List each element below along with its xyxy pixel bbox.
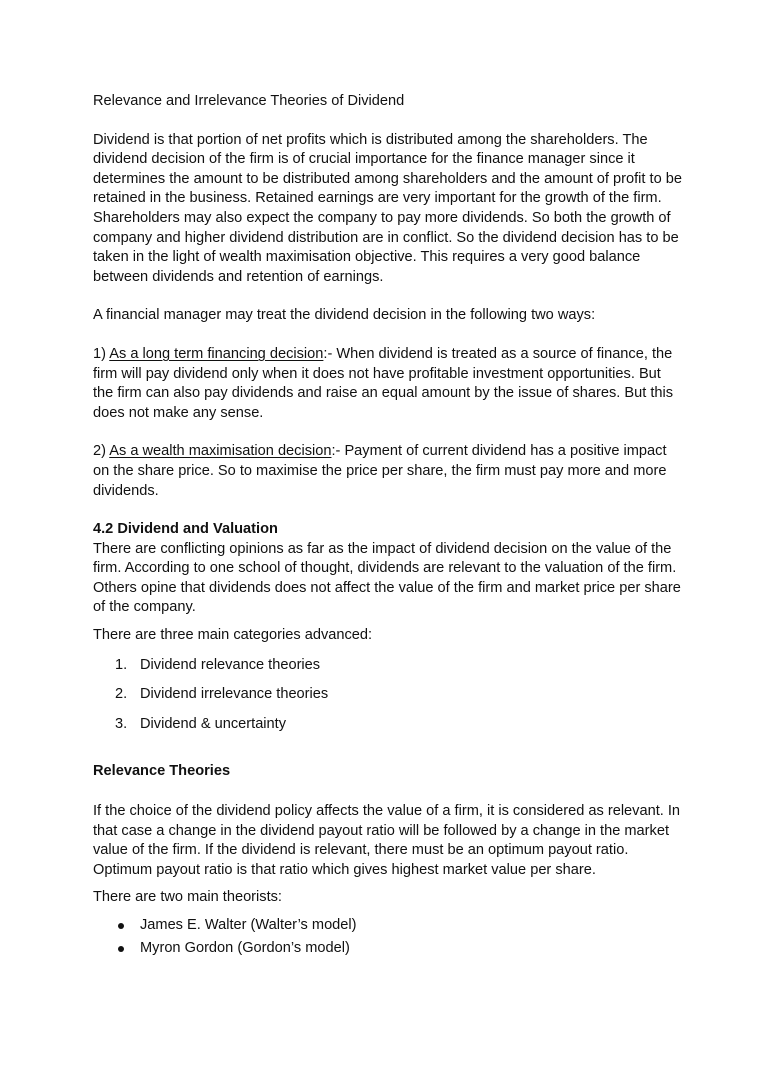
way-2-label: As a wealth maximisation decision (109, 443, 332, 460)
list-item (93, 656, 683, 676)
theorists-list (93, 916, 683, 958)
relevance-paragraph: If the choice of the dividend policy affects the value of a firm, it is considered as relevant. In that case a change in the dividend payout ratio will be followed by a change in the market value of the firm. If the dividend is relevant, there must be an optimum payout ratio. Optimum payout ratio is that ratio which gives highest market value per share. (93, 803, 681, 878)
list-item (93, 939, 683, 959)
way-2-number: 2) (93, 443, 106, 460)
intro-paragraph: Dividend is that portion of net profits which is distributed among the shareholders. The dividend decision of the firm is of crucial importance for the finance manager since it determines the amount to be distributed among shareholders and the amount of profit to be retained in the business. Retained earnings are very important for the growth of the firm. Shareholders may also expect the company to pay more dividends. So both the growth of company and higher dividend distribution are in conflict. So the dividend decision has to be taken in the light of wealth maximisation objective. This requires a very good balance between dividends and retention of earnings. (93, 131, 682, 285)
categories-list (93, 656, 683, 735)
list-item-text: Dividend irrelevance theories (140, 686, 329, 703)
bullet-icon (118, 923, 124, 929)
section-heading-relevance-theories: Relevance Theories (93, 763, 231, 780)
document-title: Relevance and Irrelevance Theories of Dividend (93, 93, 405, 109)
list-item (93, 916, 683, 936)
way-1-paragraph (93, 345, 683, 423)
way-1-label: As a long term financing decision (109, 345, 324, 362)
document-page (93, 92, 683, 958)
list-item-number: 1. (115, 656, 128, 673)
list-item-text: Dividend & uncertainty (140, 715, 287, 732)
list-item-text: Myron Gordon (Gordon’s model) (140, 939, 350, 956)
section-paragraph: There are conflicting opinions as far as the impact of dividend decision on the value of the firm. According to one school of thought, dividends are relevant to the valuation of the firm. Others opine that dividends does not affect the value of the firm and market price per share of the company. (93, 540, 681, 616)
list-item (93, 715, 683, 735)
way-1-text: :- When dividend is treated as a source of finance, the firm will pay dividend only when it does not have profitable investment opportunities. But the firm can also pay dividends and raise an equal amount by the issue of shares. But this does not make any sense. (93, 345, 674, 421)
theorists-intro: There are two main theorists: (93, 889, 282, 906)
list-item-text: James E. Walter (Walter’s model) (140, 917, 357, 933)
bullet-icon (118, 946, 124, 952)
list-item (93, 685, 683, 705)
list-item-number: 3. (115, 715, 128, 732)
list-item-number: 2. (115, 686, 128, 703)
categories-intro: There are three main categories advanced: (93, 627, 373, 644)
section-heading-dividend-valuation: 4.2 Dividend and Valuation (93, 521, 278, 538)
ways-intro-paragraph: A financial manager may treat the dividend decision in the following two ways: (93, 307, 596, 324)
way-1-number: 1) (93, 345, 106, 362)
list-item-text: Dividend relevance theories (140, 656, 321, 673)
way-2-text: :- Payment of current dividend has a positive impact on the share price. So to maximise the price per share, the firm must pay more and more dividends. (93, 443, 667, 499)
way-2-paragraph (93, 442, 683, 501)
